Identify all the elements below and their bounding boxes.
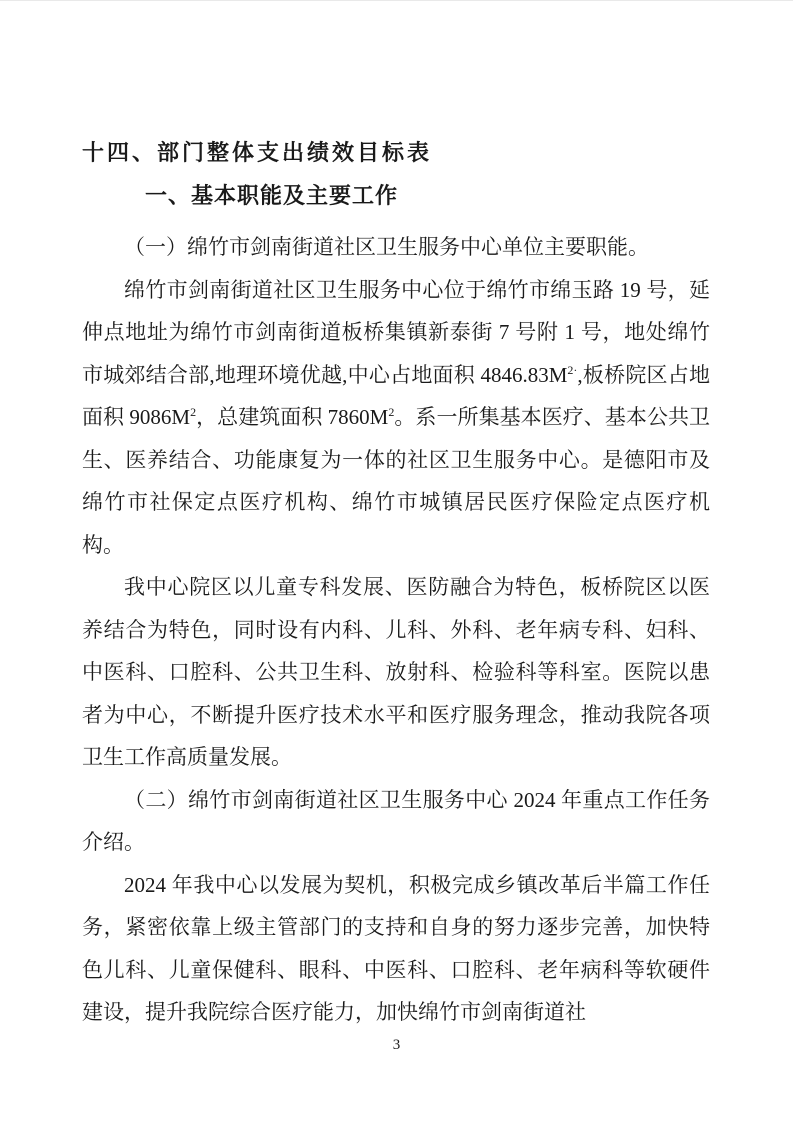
paragraph-2024-key-work-intro: （二）绵竹市剑南街道社区卫生服务中心 2024 年重点工作任务介绍。 xyxy=(82,787,710,854)
paragraph-2024-tasks: 2024 年我中心以发展为契机，积极完成乡镇改革后半篇工作任务，紧密依靠上级主管部门的支持和自身的努力逐步完善，加快特色儿科、儿童保健科、眼科、中医科、口腔科、老年病科等软硬件建设，提升我院综合医疗能力，加快绵竹市剑南街道社 xyxy=(82,872,710,1024)
page-number: 3 xyxy=(392,1037,401,1053)
document-title-number: 十四、 xyxy=(82,140,158,165)
paragraph-center-overview: 绵竹市剑南街道社区卫生服务中心位于绵竹市绵玉路 19 号，延伸点地址为绵竹市剑南街道板桥集镇新泰街 7 号附 1 号，地处绵竹市城郊结合部,地理环境优越,中心占地面积 $4846.83M^{2\cdot}$,板桥院区占地面积 $9086M^2$，总建筑面积 $7860M^2$。系一所集基本医疗、基本公共卫生、医养结合、功能康复为一体的社区卫生服务中心。是德阳市及绵竹市社保定点医疗机构、绵竹市城镇居民医疗保险定点医疗机构。 xyxy=(82,277,711,557)
page-footer xyxy=(0,1037,793,1054)
paragraph-main-functions: （一）绵竹市剑南街道社区卫生服务中心单位主要职能。 xyxy=(124,235,649,259)
document-content xyxy=(82,132,710,1034)
body-text xyxy=(82,226,710,1034)
paragraph-departments-services: 我中心院区以儿童专科发展、医防融合为特色，板桥院区以医养结合为特色，同时设有内科、儿科、外科、老年病专科、妇科、中医科、口腔科、公共卫生科、放射科、检验科等科室。医院以患者为中心，不断提升医疗技术水平和医疗服务理念，推动我院各项卫生工作高质量发展。 xyxy=(82,575,710,769)
document-title xyxy=(82,132,710,174)
section-heading: 一、基本职能及主要工作 xyxy=(145,183,399,208)
document-title-text: 部门整体支出绩效目标表 xyxy=(157,140,433,165)
